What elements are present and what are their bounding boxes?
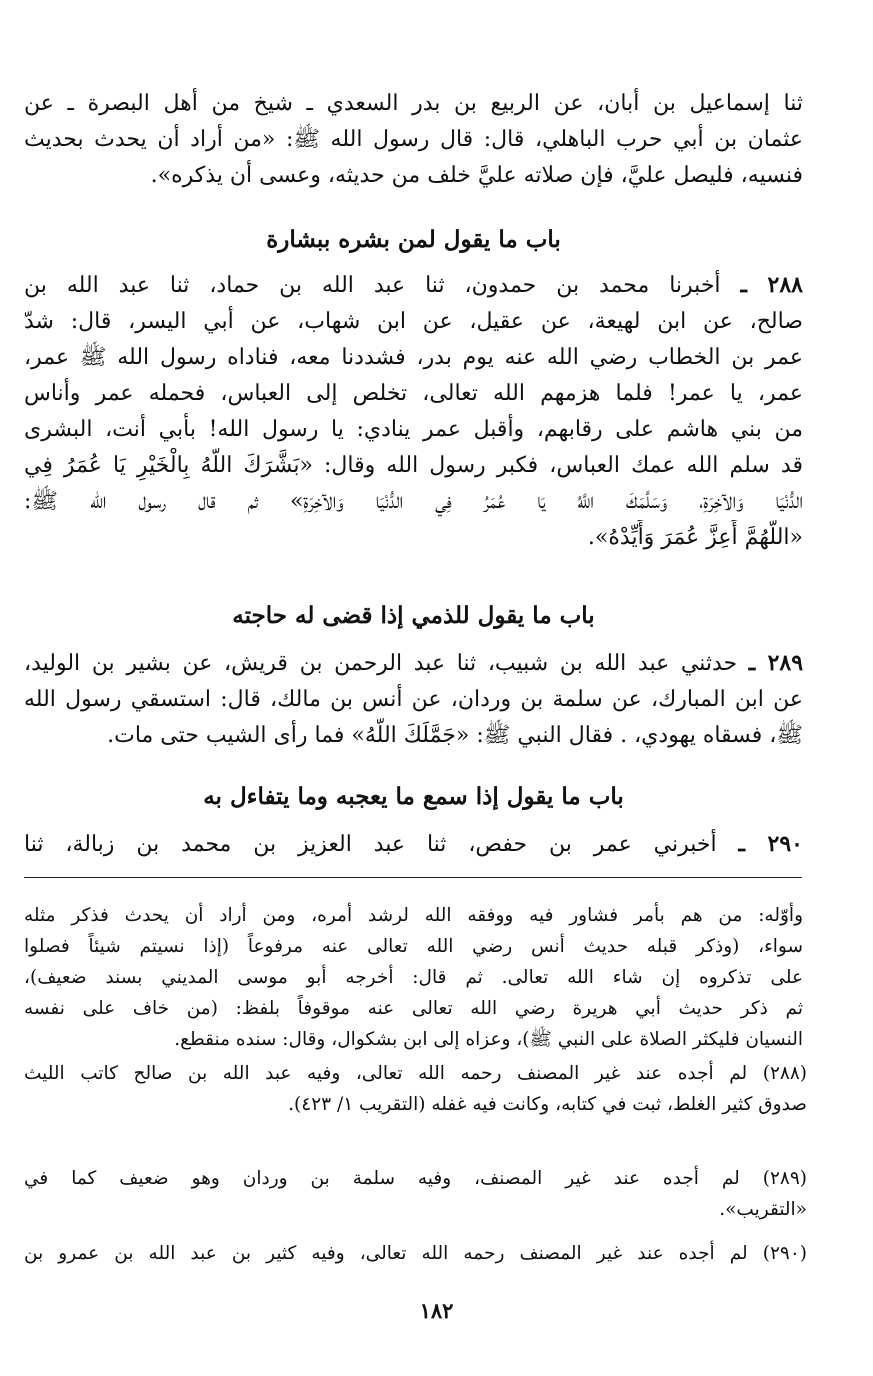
text-line: «اللَّهُمَّ أَعِزَّ عُمَرَ وَأَيِّدْهُ».: [587, 525, 803, 550]
intro-paragraph: [24, 86, 803, 194]
footnote-line: سواء، (وذكر قبله حديث أنس رضي الله تعالى عنه مرفوعاً (إذا نسيتم شيئاً فصلوا: [24, 936, 803, 957]
footnote-line: صدوق كثير الغلط، ثبت في كتابه، وكانت فيه غفله (التقريب ١/ ٤٢٣).: [288, 1094, 807, 1115]
footnote-line: (٢٨٨) لم أجده عند غير المصنف رحمه الله تعالى، وفيه عبد الله بن صالح كاتب الليث: [24, 1063, 807, 1084]
hadith-number: ٢٨٨ ـ: [740, 272, 803, 298]
text-line: صالح، عن ابن لهيعة، عن عقيل، عن ابن شهاب، عن أبي اليسر، قال: شدّ: [24, 309, 803, 334]
footnote-288: [24, 1058, 807, 1120]
footnote-289: [24, 1163, 807, 1225]
hadith-289: [24, 645, 803, 754]
hadith-290: [24, 826, 803, 863]
footnote-divider: [24, 877, 802, 878]
text-line: عمر بن الخطاب رضي الله عنه يوم بدر، فشددنا معه، فناداه رسول الله ﷺ عمر،: [24, 345, 803, 370]
section-heading: باب ما يقول للذمي إذا قضى له حاجته: [232, 602, 595, 629]
text-line: ٢٨٨ ـ أخبرنا محمد بن حمدون، ثنا عبد الله بن حماد، ثنا عبد الله بن: [24, 272, 803, 298]
text-line: ٢٨٩ ـ حدثني عبد الله بن شبيب، ثنا عبد الرحمن بن قريش، عن بشير بن الوليد،: [24, 650, 803, 676]
footnote-line: على تذكروه إن شاء الله تعالى. ثم قال: أخرجه أبو موسى المديني بسند ضعيف)،: [24, 967, 803, 988]
text-line: عثمان بن أبي حرب الباهلي، قال: قال رسول الله ﷺ: «من أراد أن يحدث بحديث: [24, 127, 803, 152]
section-heading: باب ما يقول إذا سمع ما يعجبه وما يتفاءل به: [203, 783, 624, 810]
footnote-line: (٢٨٩) لم أجده عند غير المصنف، وفيه سلمة بن وردان وهو ضعيف كما في: [24, 1168, 807, 1189]
footnote-290: [24, 1238, 807, 1269]
hadith-number: ٢٨٩ ـ: [748, 650, 803, 676]
footnote-line: ثم ذكر حديث أبي هريرة رضي الله تعالى عنه موقوفاً بلفظ: (من خاف على نفسه: [24, 998, 803, 1019]
text-line: من بني هاشم على رقابهم، وأقبل عمر ينادي: يا رسول الله! بأبي أنت، البشرى: [24, 417, 803, 442]
text-line: الدُّنْيَا وَالآخِرَةِ، وَسَلَّمَكَ اللَّهُ يَا عُمَرُ فِي الدُّنْيَا وَالآخِرَةِ» ثم قال رسول الله ﷺ:: [24, 489, 803, 514]
text-line: قد سلم الله عمك العباس، فكبر رسول الله وقال: «بَشَّرَكَ اللَّهُ بِالْخَيْرِ يَا عُمَرُ فِي: [24, 453, 803, 478]
text-line: ٢٩٠ ـ أخبرني عمر بن حفص، ثنا عبد العزيز بن محمد بن زبالة، ثنا: [24, 831, 803, 857]
text-line: عمر، يا عمر! فلما هزمهم الله تعالى، تخلص إلى العباس، فحمله عمر وأناس: [24, 381, 803, 406]
text-line: عن ابن المبارك، عن سلمة بن وردان، عن أنس بن مالك، قال: استسقي رسول الله: [24, 687, 803, 712]
text-line: فنسيه، فليصل عليَّ، فإن صلاته عليَّ خلف من حديثه، وعسى أن يذكره».: [150, 163, 803, 188]
hadith-288: [24, 267, 803, 556]
hadith-number: ٢٩٠ ـ: [738, 831, 803, 857]
footnote-line: النسيان فليكثر الصلاة على النبي ﷺ)، وعزاه إلى ابن بشكوال، وقال: سنده منقطع.: [174, 1029, 803, 1050]
footnote-line: وأوّله: من هم بأمر فشاور فيه ووفقه الله لرشد أمره، ومن أراد أن يحدث فذكر مثله: [24, 905, 803, 926]
footnote-line: «التقريب».: [719, 1199, 807, 1220]
page-number: ١٨٢: [419, 1298, 454, 1323]
text-line: ثنا إسماعيل بن أبان، عن الربيع بن بدر السعدي ـ شيخ من أهل البصرة ـ عن: [24, 91, 803, 116]
section-heading: باب ما يقول لمن بشره ببشارة: [266, 226, 561, 253]
footnote-line: (٢٩٠) لم أجده عند غير المصنف رحمه الله تعالى، وفيه كثير بن عبد الله بن عمرو بن: [24, 1243, 807, 1264]
text-line: ﷺ، فسقاه يهودي، . فقال النبي ﷺ: «جَمَّلَكَ اللَّهُ» فما رأى الشيب حتى مات.: [107, 723, 803, 748]
footnote-continued: [24, 900, 803, 1055]
